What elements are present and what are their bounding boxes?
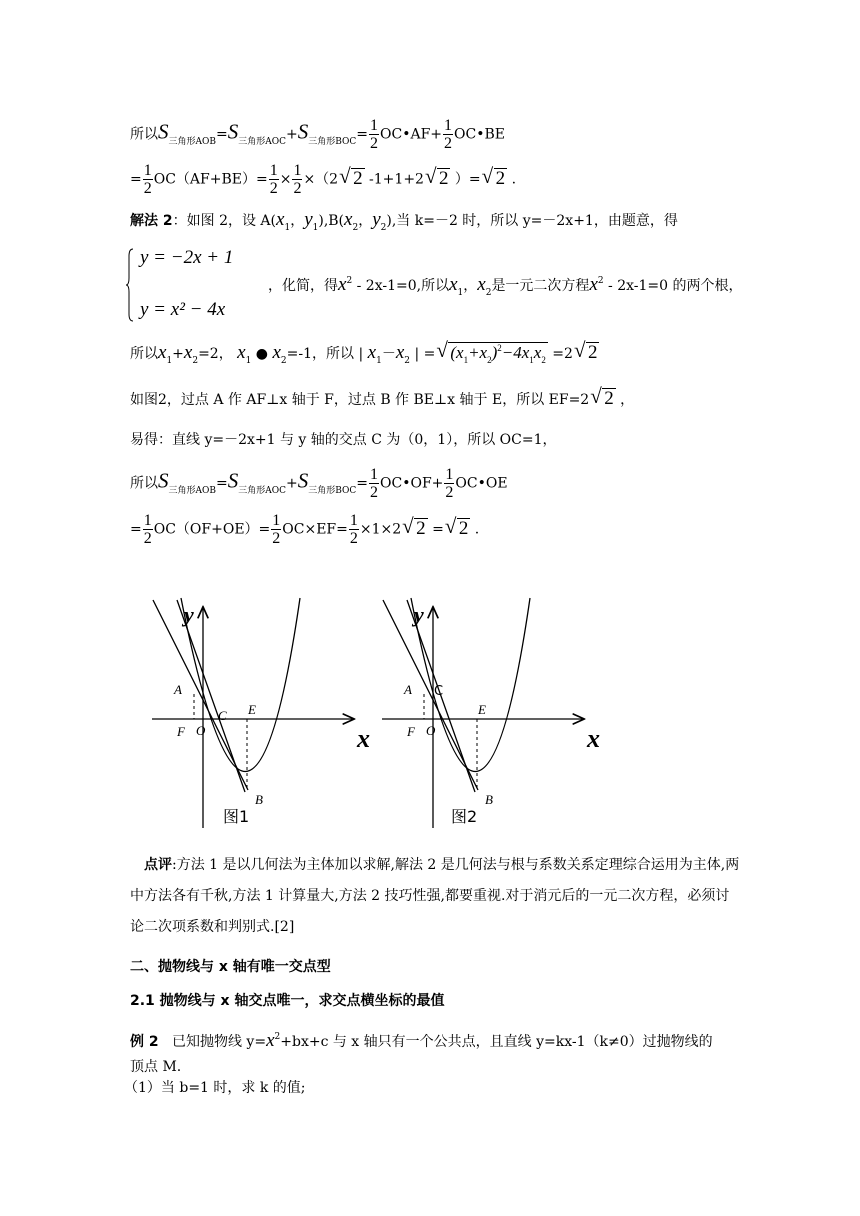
point-b-label: B bbox=[485, 792, 493, 807]
section-2-heading: 二、抛物线与 x 轴有唯一交点型 bbox=[130, 959, 331, 975]
system-eq2: y = x² − 4x bbox=[140, 299, 226, 320]
formula-area-aob-2: = $\frac{1}{2}$ OC（AF+BE）= $\frac{1}{2}$ × $\frac{1}{2}$ ×（2√ 2 -1+1+2√ 2 ）=√ 2 . bbox=[130, 162, 516, 197]
figure-1-caption: 图1 bbox=[223, 807, 250, 826]
x-axis-label: x bbox=[357, 724, 370, 753]
parabola bbox=[411, 598, 530, 772]
point-o-label: O bbox=[196, 723, 206, 738]
system-simplify: ，化简，得$x^2 - 2x-1=0$,所以$x_1$，$x_2$是一元二次方程$x^2 - 2x-1=0$ 的两个根， bbox=[268, 274, 743, 298]
point-e-label: E bbox=[478, 702, 486, 717]
point-f-label: F bbox=[407, 724, 415, 739]
comment-paragraph: 点评:方法 1 是以几何法为主体加以求解,解法 2 是几何法与根与系数关系定理综合运用为主体,两中方法各有千秋,方法 1 计算量大,方法 2 技巧性强,都要重视.对于消元后的一元二次方程，必须讨论二次项系数和判别式.[2] bbox=[130, 857, 740, 935]
point-e-label: E bbox=[248, 702, 256, 717]
line-ac bbox=[177, 600, 245, 792]
formula-area-aob-4: = $\frac{1}{2}$ OC（OF+OE）= $\frac{1}{2}$ OC×EF= $\frac{1}{2}$ ×1×2√ 2 =√ 2 . bbox=[130, 512, 479, 547]
example-2-line1: 例 2 已知抛物线 $y=x^2+bx+c$ 与 x 轴只有一个公共点，且直线 y=kx-1（k≠0）过抛物线的 bbox=[130, 1030, 713, 1051]
figure-2-caption: 图2 bbox=[451, 807, 478, 826]
point-c-label: C bbox=[218, 708, 227, 723]
point-b-label: B bbox=[255, 792, 263, 807]
figure-1 bbox=[140, 590, 370, 830]
oc-line: 易得：直线 y=－2x+1 与 y 轴的交点 C 为（0，1），所以 OC=1， bbox=[130, 432, 557, 448]
point-c-label: C bbox=[434, 684, 444, 699]
formula-area-aob-3: 所以$S_{三角形AOB}=S_{三角形AOC}+S_{三角形BOC}=$ $\frac{1}{2}$ OC•OF+ $\frac{1}{2}$ OC•OE bbox=[130, 466, 508, 501]
y-axis-label: y bbox=[184, 602, 194, 627]
system-brace bbox=[126, 248, 134, 322]
example-2-line2: 顶点 M. bbox=[130, 1059, 182, 1075]
section-2-1-heading: 2.1 抛物线与 x 轴交点唯一，求交点横坐标的最值 bbox=[130, 993, 445, 1009]
solution-2-intro: 解法 2：如图 2，设 $A(x_1$，$y_1),B(x_2$，$y_2$),当 k=－2 时，所以 y=－2x+1，由题意，得 bbox=[130, 209, 678, 233]
ef-line: 如图2，过点 A 作 AF⊥x 轴于 F，过点 B 作 BE⊥x 轴于 E，所以 EF=2√ 2 ， bbox=[130, 388, 634, 410]
system-eq1: y = −2x + 1 bbox=[140, 247, 234, 268]
vieta-line: 所以$x_1+x_2=2$， $x_1$ ● $x_2=-1$，所以 | $x_1-x_2$ | =√ $(x_1+x_2)^2-4x_1x_2 =2√$ 2 bbox=[130, 342, 599, 366]
parabola bbox=[181, 598, 300, 772]
point-a-label: A bbox=[404, 682, 412, 697]
figure-2 bbox=[370, 590, 610, 830]
y-axis-label: y bbox=[414, 602, 424, 627]
x-axis-label: x bbox=[587, 724, 600, 753]
point-o-label: O bbox=[426, 723, 436, 738]
point-a-label: A bbox=[174, 682, 182, 697]
formula-area-aob-1: 所以$S_{三角形AOB}=S_{三角形AOC}+S_{三角形BOC}=$ $\frac{1}{2}$ OC•AF+ $\frac{1}{2}$ OC•BE bbox=[130, 117, 505, 152]
point-f-label: F bbox=[177, 724, 185, 739]
example-2-question-1: （1）当 b=1 时，求 k 的值; bbox=[124, 1080, 306, 1096]
